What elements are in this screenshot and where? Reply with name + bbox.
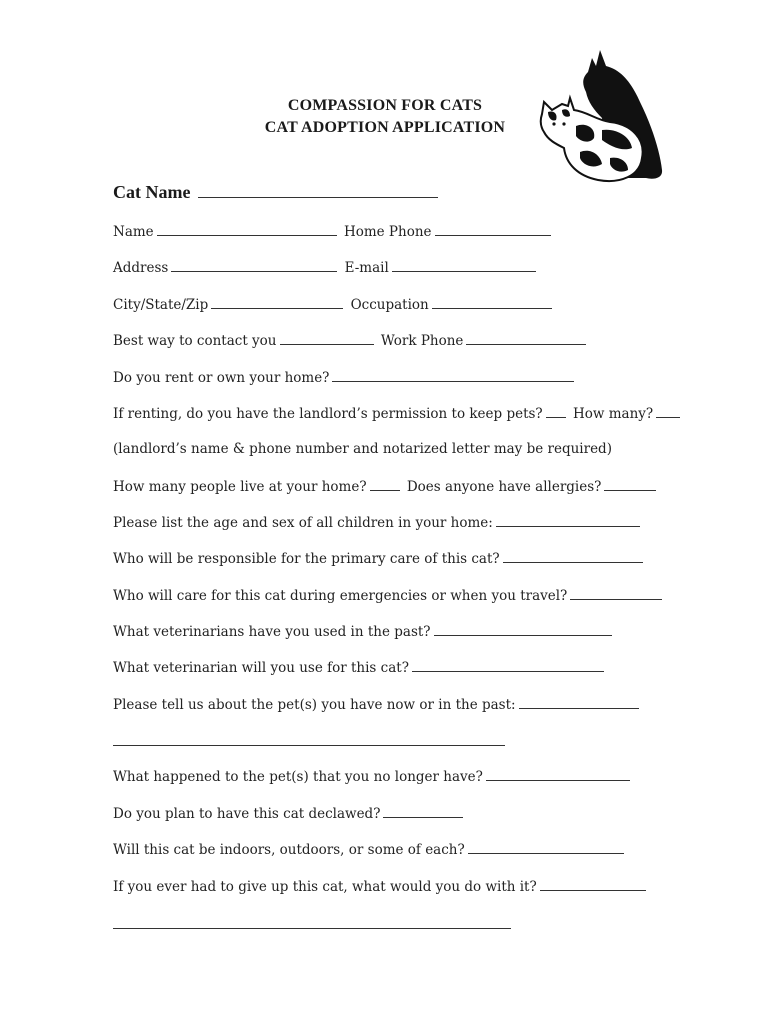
- vets-past-label: What veterinarians have you used in the past?: [113, 624, 431, 640]
- rent-own-row: [113, 367, 577, 387]
- best-contact-label: Best way to contact you: [113, 333, 277, 349]
- children-label: Please list the age and sex of all children in your home:: [113, 515, 493, 531]
- name-label: Name: [113, 224, 154, 240]
- give-up-field[interactable]: [540, 876, 646, 891]
- name-field[interactable]: [157, 221, 337, 236]
- occupation-field[interactable]: [432, 294, 552, 309]
- landlord-permission-field[interactable]: [546, 403, 566, 418]
- address-field[interactable]: [171, 257, 337, 272]
- cat-name-field[interactable]: [198, 181, 438, 198]
- indoors-field[interactable]: [468, 839, 624, 854]
- how-many-field[interactable]: [656, 403, 680, 418]
- declaw-row: [113, 803, 466, 823]
- pets-now-past-field[interactable]: [519, 694, 639, 709]
- org-title: COMPASSION FOR CATS: [287, 97, 483, 114]
- cat-name-row: [113, 181, 441, 203]
- occupation-label: Occupation: [350, 297, 429, 313]
- contact-workphone-row: [113, 330, 589, 350]
- pets-happened-field[interactable]: [486, 766, 630, 781]
- pets-now-past-label: Please tell us about the pet(s) you have now or in the past:: [113, 697, 516, 713]
- landlord-permission-row: [113, 403, 683, 423]
- form-title: CAT ADOPTION APPLICATION: [264, 119, 506, 136]
- email-field[interactable]: [392, 257, 536, 272]
- email-label: E-mail: [344, 260, 389, 276]
- home-phone-field[interactable]: [435, 221, 551, 236]
- address-label: Address: [113, 260, 169, 276]
- indoors-label: Will this cat be indoors, outdoors, or some of each?: [113, 842, 465, 858]
- vets-past-field[interactable]: [434, 621, 612, 636]
- how-many-label: How many?: [572, 406, 654, 422]
- landlord-note-text: (landlord’s name & phone number and notarized letter may be required): [113, 441, 612, 457]
- pets-now-past-row: [113, 694, 642, 714]
- people-allergies-row: [113, 476, 659, 496]
- city-state-zip-label: City/State/Zip: [113, 297, 209, 313]
- people-home-label: How many people live at your home?: [113, 479, 367, 495]
- children-row: [113, 512, 643, 532]
- indoors-row: [113, 839, 627, 859]
- name-phone-row: [113, 221, 554, 241]
- emergency-care-field[interactable]: [570, 585, 662, 600]
- cat-name-label: Cat Name: [113, 182, 191, 202]
- children-field[interactable]: [496, 512, 640, 527]
- pets-now-past-extra-line[interactable]: [113, 745, 505, 746]
- people-home-field[interactable]: [370, 476, 400, 491]
- allergies-field[interactable]: [604, 476, 656, 491]
- landlord-permission-label: If renting, do you have the landlord’s permission to keep pets?: [113, 406, 543, 422]
- work-phone-label: Work Phone: [380, 333, 464, 349]
- home-phone-label: Home Phone: [343, 224, 432, 240]
- primary-care-field[interactable]: [503, 548, 643, 563]
- give-up-label: If you ever had to give up this cat, what would you do with it?: [113, 879, 537, 895]
- city-occupation-row: [113, 294, 555, 314]
- emergency-care-label: Who will care for this cat during emergencies or when you travel?: [113, 588, 568, 604]
- pets-happened-label: What happened to the pet(s) that you no longer have?: [113, 769, 483, 785]
- address-email-row: [113, 257, 539, 277]
- vets-past-row: [113, 621, 615, 641]
- give-up-extra-line[interactable]: [113, 928, 511, 929]
- primary-care-row: [113, 548, 646, 568]
- declaw-label: Do you plan to have this cat declawed?: [113, 806, 381, 822]
- vet-future-field[interactable]: [412, 657, 604, 672]
- declaw-field[interactable]: [383, 803, 463, 818]
- rent-own-label: Do you rent or own your home?: [113, 370, 330, 386]
- allergies-label: Does anyone have allergies?: [406, 479, 602, 495]
- landlord-note-row: [113, 439, 612, 459]
- rent-own-field[interactable]: [332, 367, 574, 382]
- work-phone-field[interactable]: [466, 330, 586, 345]
- vet-future-row: [113, 657, 607, 677]
- primary-care-label: Who will be responsible for the primary care of this cat?: [113, 551, 500, 567]
- emergency-care-row: [113, 585, 665, 605]
- best-contact-field[interactable]: [280, 330, 374, 345]
- city-state-zip-field[interactable]: [211, 294, 343, 309]
- vet-future-label: What veterinarian will you use for this cat?: [113, 660, 409, 676]
- pets-happened-row: [113, 766, 633, 786]
- give-up-row: [113, 876, 649, 896]
